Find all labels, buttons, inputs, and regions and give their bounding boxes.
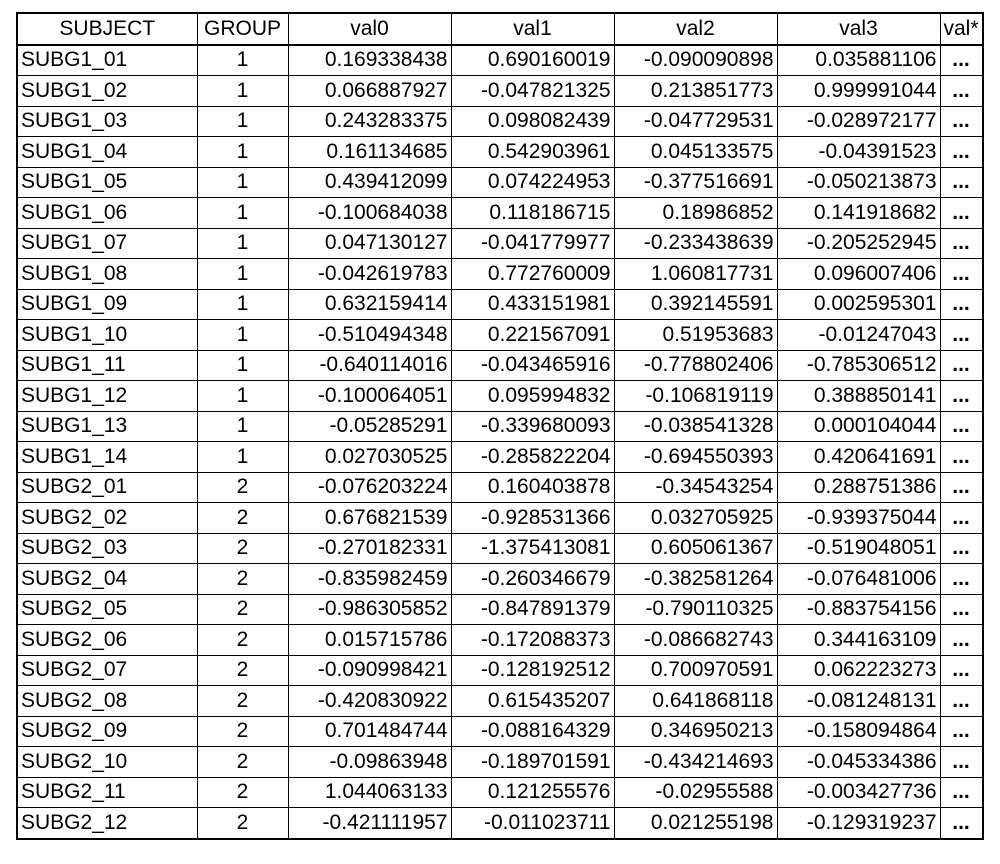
cell-subject: SUBG2_11 bbox=[17, 777, 197, 808]
cell-more-marker: ... bbox=[940, 320, 983, 351]
cell-val3: 0.141918682 bbox=[777, 198, 940, 229]
cell-val2: 0.51953683 bbox=[614, 320, 777, 351]
cell-val1: 0.690160019 bbox=[451, 45, 614, 76]
cell-val1: -0.189701591 bbox=[451, 747, 614, 778]
cell-group: 2 bbox=[197, 625, 288, 656]
cell-more-marker: ... bbox=[940, 442, 983, 473]
table-row bbox=[17, 289, 983, 320]
cell-val1: -0.172088373 bbox=[451, 625, 614, 656]
cell-val0: -0.100684038 bbox=[288, 198, 451, 229]
data-table bbox=[16, 12, 984, 840]
cell-more-marker: ... bbox=[940, 228, 983, 259]
cell-more-marker: ... bbox=[940, 503, 983, 534]
cell-subject: SUBG2_06 bbox=[17, 625, 197, 656]
cell-more-marker: ... bbox=[940, 167, 983, 198]
cell-group: 1 bbox=[197, 106, 288, 137]
cell-subject: SUBG2_09 bbox=[17, 716, 197, 747]
cell-val3: -0.158094864 bbox=[777, 716, 940, 747]
table-row bbox=[17, 76, 983, 107]
cell-val1: -0.088164329 bbox=[451, 716, 614, 747]
cell-val1: -0.047821325 bbox=[451, 76, 614, 107]
cell-subject: SUBG2_12 bbox=[17, 808, 197, 839]
cell-group: 1 bbox=[197, 76, 288, 107]
cell-val3: -0.785306512 bbox=[777, 350, 940, 381]
cell-val3: -0.076481006 bbox=[777, 564, 940, 595]
cell-val3: -0.883754156 bbox=[777, 594, 940, 625]
cell-val1: -0.847891379 bbox=[451, 594, 614, 625]
cell-more-marker: ... bbox=[940, 411, 983, 442]
cell-subject: SUBG2_03 bbox=[17, 533, 197, 564]
cell-subject: SUBG1_05 bbox=[17, 167, 197, 198]
cell-val1: -1.375413081 bbox=[451, 533, 614, 564]
cell-val2: -0.038541328 bbox=[614, 411, 777, 442]
cell-val2: -0.090090898 bbox=[614, 45, 777, 76]
header-val-more: val* bbox=[940, 13, 983, 45]
cell-val0: 0.169338438 bbox=[288, 45, 451, 76]
cell-group: 2 bbox=[197, 686, 288, 717]
cell-group: 2 bbox=[197, 747, 288, 778]
table-row bbox=[17, 45, 983, 76]
cell-val1: -0.339680093 bbox=[451, 411, 614, 442]
cell-val2: -0.34543254 bbox=[614, 472, 777, 503]
table-row bbox=[17, 533, 983, 564]
cell-more-marker: ... bbox=[940, 533, 983, 564]
cell-more-marker: ... bbox=[940, 259, 983, 290]
cell-more-marker: ... bbox=[940, 808, 983, 839]
cell-val1: -0.128192512 bbox=[451, 655, 614, 686]
cell-group: 1 bbox=[197, 442, 288, 473]
cell-group: 2 bbox=[197, 533, 288, 564]
cell-val3: -0.081248131 bbox=[777, 686, 940, 717]
cell-subject: SUBG1_06 bbox=[17, 198, 197, 229]
cell-val0: 0.027030525 bbox=[288, 442, 451, 473]
cell-val1: 0.615435207 bbox=[451, 686, 614, 717]
cell-group: 1 bbox=[197, 259, 288, 290]
cell-val0: -0.100064051 bbox=[288, 381, 451, 412]
cell-val2: -0.106819119 bbox=[614, 381, 777, 412]
cell-group: 2 bbox=[197, 716, 288, 747]
table-row bbox=[17, 472, 983, 503]
cell-val0: -0.05285291 bbox=[288, 411, 451, 442]
cell-val3: 0.000104044 bbox=[777, 411, 940, 442]
cell-group: 1 bbox=[197, 320, 288, 351]
cell-subject: SUBG1_08 bbox=[17, 259, 197, 290]
table-row bbox=[17, 747, 983, 778]
cell-val0: -0.076203224 bbox=[288, 472, 451, 503]
table-row bbox=[17, 808, 983, 839]
table-row bbox=[17, 320, 983, 351]
cell-val2: -0.233438639 bbox=[614, 228, 777, 259]
cell-val3: 0.096007406 bbox=[777, 259, 940, 290]
cell-group: 1 bbox=[197, 411, 288, 442]
cell-more-marker: ... bbox=[940, 472, 983, 503]
cell-subject: SUBG1_03 bbox=[17, 106, 197, 137]
cell-more-marker: ... bbox=[940, 350, 983, 381]
cell-val3: -0.939375044 bbox=[777, 503, 940, 534]
header-subject: SUBJECT bbox=[17, 13, 197, 45]
cell-subject: SUBG1_14 bbox=[17, 442, 197, 473]
cell-val0: -0.986305852 bbox=[288, 594, 451, 625]
cell-val1: -0.260346679 bbox=[451, 564, 614, 595]
cell-val1: 0.121255576 bbox=[451, 777, 614, 808]
cell-more-marker: ... bbox=[940, 747, 983, 778]
cell-val3: 0.420641691 bbox=[777, 442, 940, 473]
cell-val1: -0.285822204 bbox=[451, 442, 614, 473]
cell-val3: 0.388850141 bbox=[777, 381, 940, 412]
cell-val2: -0.778802406 bbox=[614, 350, 777, 381]
cell-val1: 0.433151981 bbox=[451, 289, 614, 320]
cell-val2: 0.213851773 bbox=[614, 76, 777, 107]
cell-val0: -0.835982459 bbox=[288, 564, 451, 595]
cell-val2: -0.790110325 bbox=[614, 594, 777, 625]
table-row bbox=[17, 716, 983, 747]
cell-subject: SUBG1_13 bbox=[17, 411, 197, 442]
table-row bbox=[17, 503, 983, 534]
cell-val3: -0.028972177 bbox=[777, 106, 940, 137]
cell-val1: 0.221567091 bbox=[451, 320, 614, 351]
cell-subject: SUBG1_07 bbox=[17, 228, 197, 259]
table-row bbox=[17, 564, 983, 595]
table-row bbox=[17, 442, 983, 473]
cell-val2: 0.021255198 bbox=[614, 808, 777, 839]
cell-group: 2 bbox=[197, 655, 288, 686]
cell-group: 1 bbox=[197, 350, 288, 381]
cell-val2: 0.392145591 bbox=[614, 289, 777, 320]
header-val0: val0 bbox=[288, 13, 451, 45]
cell-val1: 0.098082439 bbox=[451, 106, 614, 137]
cell-val1: -0.928531366 bbox=[451, 503, 614, 534]
cell-group: 2 bbox=[197, 503, 288, 534]
cell-subject: SUBG2_05 bbox=[17, 594, 197, 625]
cell-subject: SUBG2_02 bbox=[17, 503, 197, 534]
table-row bbox=[17, 228, 983, 259]
cell-val1: -0.011023711 bbox=[451, 808, 614, 839]
cell-val2: 0.605061367 bbox=[614, 533, 777, 564]
cell-more-marker: ... bbox=[940, 625, 983, 656]
cell-val2: 0.700970591 bbox=[614, 655, 777, 686]
table-row bbox=[17, 106, 983, 137]
cell-val0: 0.676821539 bbox=[288, 503, 451, 534]
cell-val2: -0.434214693 bbox=[614, 747, 777, 778]
cell-subject: SUBG1_01 bbox=[17, 45, 197, 76]
cell-subject: SUBG1_09 bbox=[17, 289, 197, 320]
cell-val3: 0.002595301 bbox=[777, 289, 940, 320]
cell-val3: 0.344163109 bbox=[777, 625, 940, 656]
table-row bbox=[17, 137, 983, 168]
cell-val0: -0.270182331 bbox=[288, 533, 451, 564]
cell-group: 2 bbox=[197, 472, 288, 503]
cell-val0: -0.640114016 bbox=[288, 350, 451, 381]
cell-val0: 0.015715786 bbox=[288, 625, 451, 656]
cell-val0: -0.09863948 bbox=[288, 747, 451, 778]
cell-group: 1 bbox=[197, 289, 288, 320]
cell-val2: 0.045133575 bbox=[614, 137, 777, 168]
cell-val1: 0.542903961 bbox=[451, 137, 614, 168]
cell-subject: SUBG1_02 bbox=[17, 76, 197, 107]
cell-more-marker: ... bbox=[940, 106, 983, 137]
cell-val0: 0.066887927 bbox=[288, 76, 451, 107]
cell-val2: -0.694550393 bbox=[614, 442, 777, 473]
cell-val0: 0.701484744 bbox=[288, 716, 451, 747]
cell-val3: 0.288751386 bbox=[777, 472, 940, 503]
cell-val0: -0.421111957 bbox=[288, 808, 451, 839]
cell-val2: 1.060817731 bbox=[614, 259, 777, 290]
cell-group: 1 bbox=[197, 198, 288, 229]
cell-val0: 0.439412099 bbox=[288, 167, 451, 198]
cell-val3: -0.01247043 bbox=[777, 320, 940, 351]
cell-val0: 0.047130127 bbox=[288, 228, 451, 259]
cell-group: 1 bbox=[197, 228, 288, 259]
cell-subject: SUBG1_10 bbox=[17, 320, 197, 351]
table-row bbox=[17, 411, 983, 442]
cell-val3: 0.062223273 bbox=[777, 655, 940, 686]
cell-group: 1 bbox=[197, 137, 288, 168]
table-row bbox=[17, 350, 983, 381]
table-header bbox=[17, 13, 983, 45]
cell-more-marker: ... bbox=[940, 716, 983, 747]
cell-more-marker: ... bbox=[940, 381, 983, 412]
table-row bbox=[17, 594, 983, 625]
cell-more-marker: ... bbox=[940, 45, 983, 76]
cell-val3: -0.129319237 bbox=[777, 808, 940, 839]
cell-val0: -0.090998421 bbox=[288, 655, 451, 686]
cell-val0: -0.420830922 bbox=[288, 686, 451, 717]
cell-more-marker: ... bbox=[940, 564, 983, 595]
table-row bbox=[17, 198, 983, 229]
cell-val1: 0.074224953 bbox=[451, 167, 614, 198]
table-row bbox=[17, 655, 983, 686]
cell-val0: 0.632159414 bbox=[288, 289, 451, 320]
cell-val0: -0.042619783 bbox=[288, 259, 451, 290]
cell-val2: -0.382581264 bbox=[614, 564, 777, 595]
cell-val3: 0.035881106 bbox=[777, 45, 940, 76]
table-row bbox=[17, 167, 983, 198]
cell-group: 1 bbox=[197, 167, 288, 198]
table-row bbox=[17, 381, 983, 412]
cell-more-marker: ... bbox=[940, 594, 983, 625]
cell-group: 1 bbox=[197, 45, 288, 76]
cell-val3: -0.205252945 bbox=[777, 228, 940, 259]
cell-val3: -0.050213873 bbox=[777, 167, 940, 198]
cell-val0: 1.044063133 bbox=[288, 777, 451, 808]
table-row bbox=[17, 625, 983, 656]
header-val1: val1 bbox=[451, 13, 614, 45]
cell-subject: SUBG2_04 bbox=[17, 564, 197, 595]
cell-more-marker: ... bbox=[940, 686, 983, 717]
cell-subject: SUBG1_11 bbox=[17, 350, 197, 381]
cell-more-marker: ... bbox=[940, 655, 983, 686]
cell-val2: 0.641868118 bbox=[614, 686, 777, 717]
cell-subject: SUBG2_10 bbox=[17, 747, 197, 778]
cell-group: 2 bbox=[197, 594, 288, 625]
cell-val2: -0.086682743 bbox=[614, 625, 777, 656]
header-row bbox=[17, 13, 983, 45]
cell-subject: SUBG2_08 bbox=[17, 686, 197, 717]
table-row bbox=[17, 259, 983, 290]
header-group: GROUP bbox=[197, 13, 288, 45]
cell-subject: SUBG1_12 bbox=[17, 381, 197, 412]
cell-group: 2 bbox=[197, 808, 288, 839]
cell-val1: 0.772760009 bbox=[451, 259, 614, 290]
table-row bbox=[17, 686, 983, 717]
header-val3: val3 bbox=[777, 13, 940, 45]
cell-val3: -0.003427736 bbox=[777, 777, 940, 808]
cell-val1: -0.041779977 bbox=[451, 228, 614, 259]
cell-more-marker: ... bbox=[940, 137, 983, 168]
cell-group: 1 bbox=[197, 381, 288, 412]
cell-val3: -0.045334386 bbox=[777, 747, 940, 778]
cell-more-marker: ... bbox=[940, 289, 983, 320]
table-body bbox=[17, 45, 983, 839]
cell-val1: 0.160403878 bbox=[451, 472, 614, 503]
cell-subject: SUBG2_07 bbox=[17, 655, 197, 686]
cell-subject: SUBG2_01 bbox=[17, 472, 197, 503]
cell-group: 2 bbox=[197, 777, 288, 808]
cell-val0: 0.243283375 bbox=[288, 106, 451, 137]
cell-val2: 0.346950213 bbox=[614, 716, 777, 747]
cell-val1: 0.095994832 bbox=[451, 381, 614, 412]
table-row bbox=[17, 777, 983, 808]
cell-more-marker: ... bbox=[940, 777, 983, 808]
cell-val1: -0.043465916 bbox=[451, 350, 614, 381]
cell-val3: -0.519048051 bbox=[777, 533, 940, 564]
cell-val0: -0.510494348 bbox=[288, 320, 451, 351]
cell-val2: -0.377516691 bbox=[614, 167, 777, 198]
cell-val0: 0.161134685 bbox=[288, 137, 451, 168]
cell-subject: SUBG1_04 bbox=[17, 137, 197, 168]
header-val2: val2 bbox=[614, 13, 777, 45]
cell-more-marker: ... bbox=[940, 198, 983, 229]
cell-group: 2 bbox=[197, 564, 288, 595]
cell-val2: -0.02955588 bbox=[614, 777, 777, 808]
cell-val2: 0.032705925 bbox=[614, 503, 777, 534]
cell-val2: -0.047729531 bbox=[614, 106, 777, 137]
cell-val3: -0.04391523 bbox=[777, 137, 940, 168]
cell-val1: 0.118186715 bbox=[451, 198, 614, 229]
cell-more-marker: ... bbox=[940, 76, 983, 107]
cell-val2: 0.18986852 bbox=[614, 198, 777, 229]
cell-val3: 0.999991044 bbox=[777, 76, 940, 107]
